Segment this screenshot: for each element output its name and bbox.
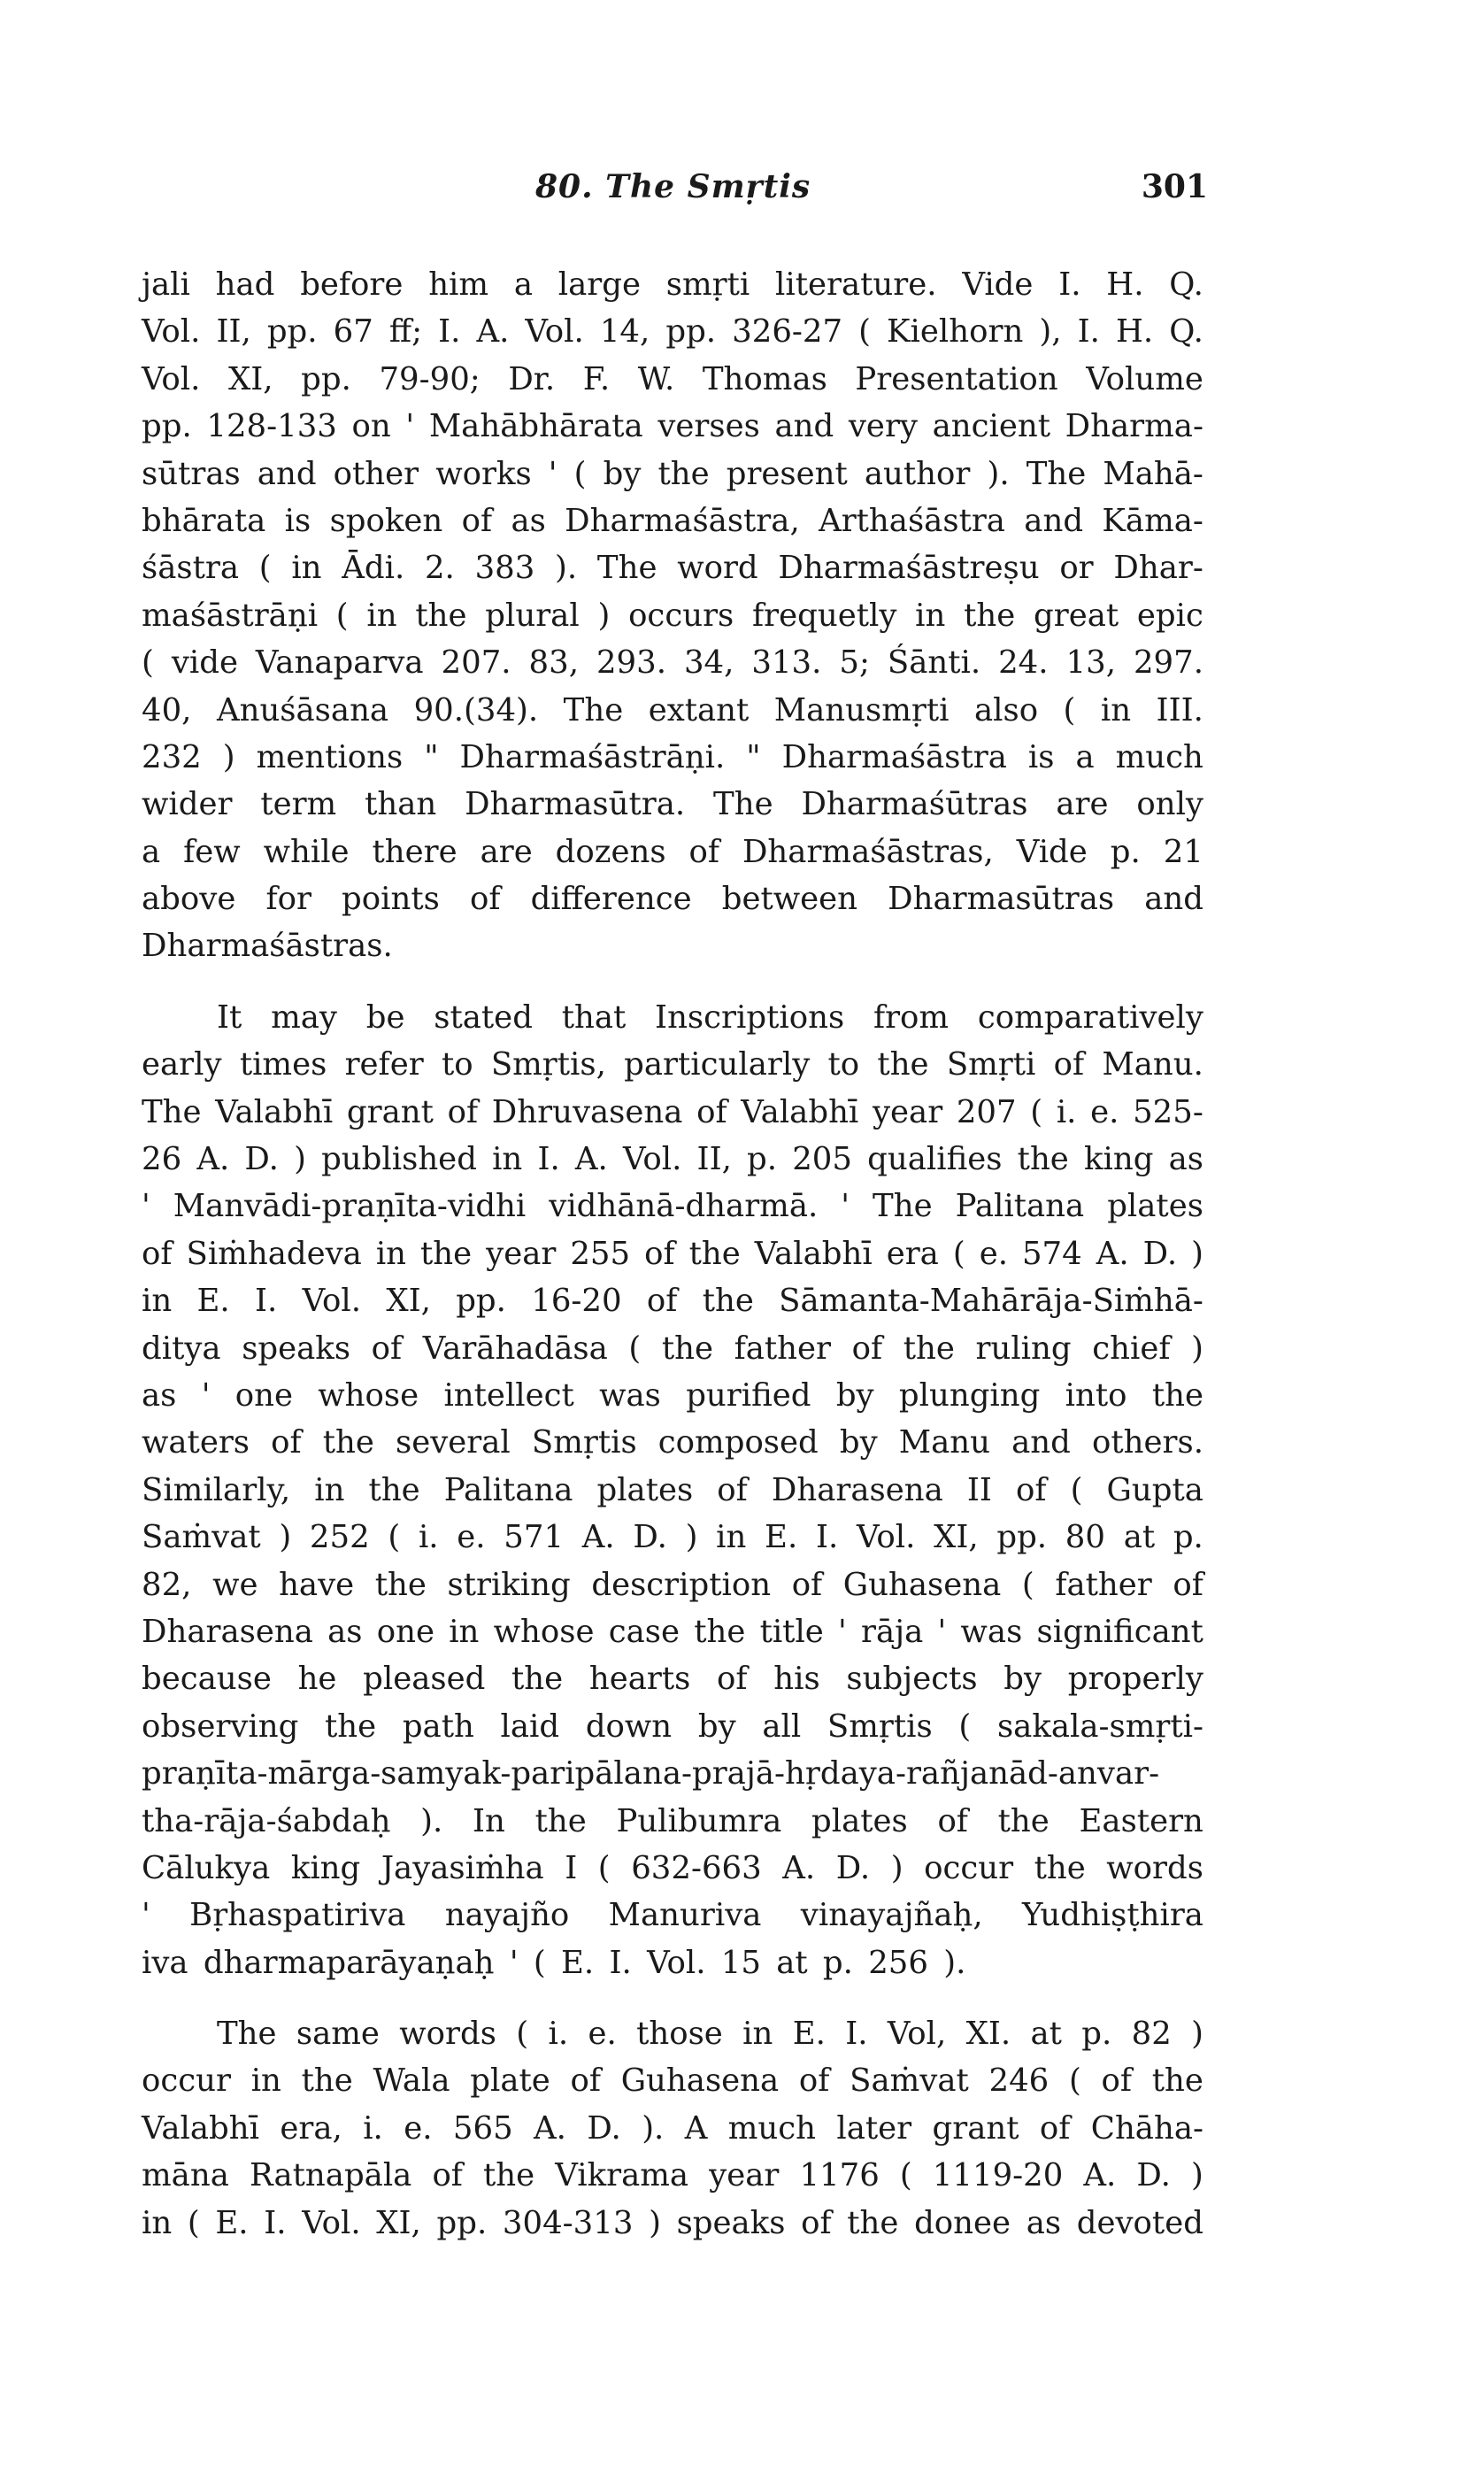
running-title: 80. The Smṛtis <box>535 168 811 205</box>
text-line: Similarly, in the Palitana plates of Dharasena II of ( Gupta <box>142 1471 1203 1508</box>
text-line: in E. I. Vol. XI, pp. 16-20 of the Sāmanta-Mahārāja-Siṁhā- <box>142 1283 1203 1320</box>
text-line: jali had before him a large smṛti literature. Vide I. H. Q. <box>142 266 1203 303</box>
text-line: bhārata is spoken of as Dharmaśāstra, Arthaśāstra and Kāma- <box>142 502 1203 539</box>
text-line: praṇīta-mārga-samyak-paripālana-prajā-hṛdaya-rañjanād-anvar- <box>142 1755 1160 1792</box>
text-line: maśāstrāṇi ( in the plural ) occurs frequetly in the great epic <box>142 597 1203 634</box>
running-head <box>146 168 1208 221</box>
text-line: 26 A. D. ) published in I. A. Vol. II, p. 205 qualifies the king as <box>142 1141 1203 1178</box>
text-line: The same words ( i. e. those in E. I. Vol, XI. at p. 82 ) <box>217 2016 1203 2053</box>
text-line: Valabhī era, i. e. 565 A. D. ). A much later grant of Chāha- <box>142 2109 1203 2147</box>
text-line: ' Manvādi-praṇīta-vidhi vidhānā-dharmā. ' The Palitana plates <box>142 1188 1203 1225</box>
text-line: Dharasena as one in whose case the title ' rāja ' was significant <box>142 1613 1203 1650</box>
text-line: māna Ratnapāla of the Vikrama year 1176 ( 1119-20 A. D. ) <box>142 2157 1203 2194</box>
paragraph-1 <box>142 261 1203 970</box>
text-line: ditya speaks of Varāhadāsa ( the father of the ruling chief ) <box>142 1330 1203 1367</box>
text-line: iva dharmaparāyaṇaḥ ' ( E. I. Vol. 15 at p. 256 ). <box>142 1944 966 1981</box>
paragraph-2 <box>142 994 1203 1986</box>
text-line: 232 ) mentions " Dharmaśāstrāṇi. " Dharmaśāstra is a much <box>142 738 1203 775</box>
text-line: tha-rāja-śabdaḥ ). In the Pulibumra plates of the Eastern <box>142 1802 1203 1839</box>
text-line: occur in the Wala plate of Guhasena of Saṁvat 246 ( of the <box>142 2062 1203 2100</box>
text-line: The Valabhī grant of Dhruvasena of Valabhī year 207 ( i. e. 525- <box>142 1093 1203 1130</box>
text-line: of Siṁhadeva in the year 255 of the Valabhī era ( e. 574 A. D. ) <box>142 1235 1203 1272</box>
text-line: as ' one whose intellect was purified by plunging into the <box>142 1376 1203 1414</box>
text-line: wider term than Dharmasūtra. The Dharmaśūtras are only <box>142 786 1203 823</box>
text-line: pp. 128-133 on ' Mahābhārata verses and very ancient Dharma- <box>142 408 1203 445</box>
text-line: 40, Anuśāsana 90.(34). The extant Manusmṛti also ( in III. <box>142 691 1203 729</box>
text-line: a few while there are dozens of Dharmaśāstras, Vide p. 21 <box>142 833 1203 870</box>
text-line: sūtras and other works ' ( by the present author ). The Mahā- <box>142 455 1203 492</box>
text-line: śāstra ( in Ādi. 2. 383 ). The word Dharmaśāstreṣu or Dhar- <box>142 550 1203 587</box>
body-text <box>142 261 1203 2247</box>
text-line: because he pleased the hearts of his subjects by properly <box>142 1661 1203 1698</box>
text-line: in ( E. I. Vol. XI, pp. 304-313 ) speaks of the donee as devoted <box>142 2204 1203 2241</box>
page-number: 301 <box>1141 168 1208 205</box>
text-line: early times refer to Smṛtis, particularly to the Smṛti of Manu. <box>142 1046 1203 1083</box>
text-line: Dharmaśāstras. <box>142 928 393 965</box>
text-line: Vol. XI, pp. 79-90; Dr. F. W. Thomas Presentation Volume <box>142 360 1203 397</box>
text-line: It may be stated that Inscriptions from comparatively <box>217 998 1203 1036</box>
text-line: 82, we have the striking description of Guhasena ( father of <box>142 1566 1203 1603</box>
paragraph-3 <box>142 2010 1203 2247</box>
text-line: ( vide Vanaparva 207. 83, 293. 34, 313. 5; Śānti. 24. 13, 297. <box>142 644 1203 682</box>
text-line: observing the path laid down by all Smṛtis ( sakala-smṛti- <box>142 1708 1203 1745</box>
text-line: Vol. II, pp. 67 ff; I. A. Vol. 14, pp. 326-27 ( Kielhorn ), I. H. Q. <box>142 313 1203 351</box>
text-line: ' Bṛhaspatiriva nayajño Manuriva vinayajñaḥ, Yudhiṣṭhira <box>142 1897 1203 1934</box>
text-line: Saṁvat ) 252 ( i. e. 571 A. D. ) in E. I. Vol. XI, pp. 80 at p. <box>142 1519 1203 1556</box>
text-line: Cālukya king Jayasiṁha I ( 632-663 A. D. ) occur the words <box>142 1849 1203 1886</box>
text-line: waters of the several Smṛtis composed by Manu and others. <box>142 1424 1203 1461</box>
text-line: above for points of difference between Dharmasūtras and <box>142 881 1203 918</box>
